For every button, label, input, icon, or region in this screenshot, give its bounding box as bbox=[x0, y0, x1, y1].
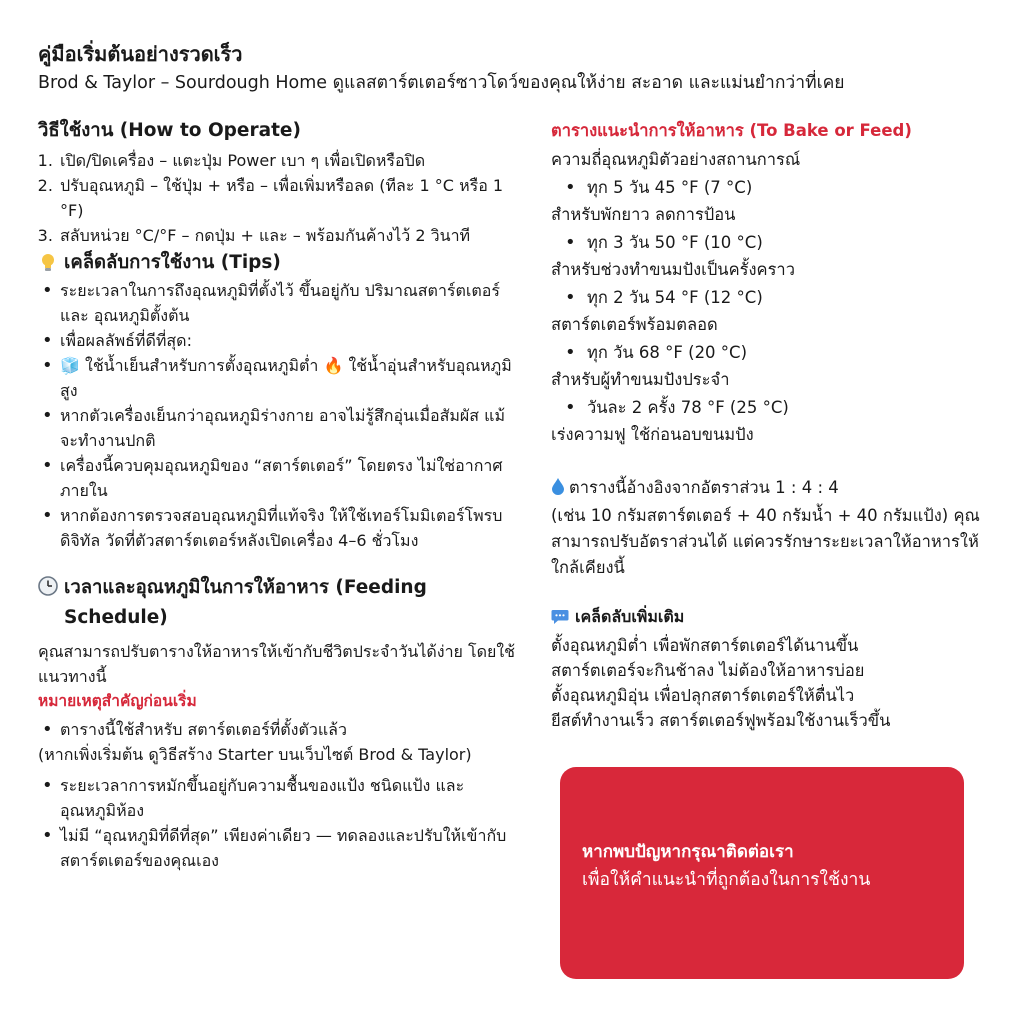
feed-row-label: สตาร์ตเตอร์พร้อมตลอด bbox=[551, 315, 718, 334]
feed-row-value: • ทุก 5 วัน 45 °F (7 °C) bbox=[565, 174, 991, 202]
ratio-line-1 bbox=[551, 475, 991, 503]
feed-row-value: • ทุก วัน 68 °F (20 °C) bbox=[565, 339, 991, 367]
ratio-line-2: (เช่น 10 กรัมสตาร์ตเตอร์ + 40 กรัมน้ำ + 40 กรัมแป้ง) คุณสามารถปรับอัตราส่วนได้ แต่ควรรักษาระยะเวลาให้อาหารให้ใกล้เคียงนี้ bbox=[551, 505, 980, 577]
clock-icon bbox=[38, 573, 58, 599]
page-subtitle: Brod & Taylor – Sourdough Home ดูแลสตาร์ตเตอร์ซาวโดว์ของคุณให้ง่าย สะอาด และแม่นยำกว่าที่เคย bbox=[38, 73, 845, 93]
feed-row-value: • วันละ 2 ครั้ง 78 °F (25 °C) bbox=[565, 394, 991, 422]
schedule-note-first bbox=[38, 717, 516, 742]
left-column bbox=[38, 118, 516, 873]
tips-heading: เคล็ดลับการใช้งาน (Tips) bbox=[64, 252, 281, 273]
tip-item: • หากต้องการตรวจสอบอุณหภูมิที่แท้จริง ให้ใช้เทอร์โมมิเตอร์โพรบดิจิทัล วัดที่ตัวสตาร์ตเตอร์หลังเปิดเครื่อง 4–6 ชั่วโมง bbox=[60, 503, 516, 553]
feed-table-heading: ตารางแนะนำการให้อาหาร (To Bake or Feed) bbox=[551, 121, 912, 140]
operate-step: 1. เปิด/ปิดเครื่อง – แตะปุ่ม Power เบา ๆ เพื่อเปิดหรือปิด bbox=[58, 148, 516, 173]
tip-item: • 🧊 ใช้น้ำเย็นสำหรับการตั้งอุณหภูมิต่ำ 🔥 ใช้น้ำอุ่นสำหรับอุณหภูมิสูง bbox=[60, 353, 516, 403]
tip-item: • เพื่อผลลัพธ์ที่ดีที่สุด: bbox=[60, 328, 516, 353]
schedule-note-item: • ตารางนี้ใช้สำหรับ สตาร์ตเตอร์ที่ตั้งตัวแล้ว bbox=[60, 717, 516, 742]
schedule-heading: เวลาและอุณหภูมิในการให้อาหาร (Feeding Schedule) bbox=[64, 577, 427, 628]
contact-title: หากพบปัญหากรุณาติดต่อเรา bbox=[582, 842, 794, 862]
right-column bbox=[551, 118, 991, 733]
operate-step: 3. สลับหน่วย °C/°F – กดปุ่ม + และ – พร้อมกันค้างไว้ 2 วินาที bbox=[58, 223, 516, 248]
operate-steps bbox=[38, 148, 516, 248]
extra-tips-heading: เคล็ดลับเพิ่มเติม bbox=[575, 606, 685, 626]
operate-heading: วิธีใช้งาน (How to Operate) bbox=[38, 120, 301, 141]
extra-tip-line: ยีสต์ทำงานเร็ว สตาร์ตเตอร์ฟูพร้อมใช้งานเร็วขึ้น bbox=[551, 710, 891, 730]
contact-subtitle: เพื่อให้คำแนะนำที่ถูกต้องในการใช้งาน bbox=[582, 870, 871, 890]
feed-table bbox=[551, 146, 991, 449]
tips-heading-row bbox=[38, 250, 516, 276]
ratio-block bbox=[551, 475, 991, 581]
feed-row-label: สำหรับผู้ทำขนมปังประจำ bbox=[551, 370, 730, 389]
tip-item: • เครื่องนี้ควบคุมอุณหภูมิของ “สตาร์ตเตอร์” โดยตรง ไม่ใช่อากาศภายใน bbox=[60, 453, 516, 503]
feed-row-label: สำหรับพักยาว ลดการป้อน bbox=[551, 205, 736, 224]
speech-bubble-icon bbox=[551, 609, 569, 625]
lightbulb-icon bbox=[38, 250, 58, 276]
schedule-note-label: หมายเหตุสำคัญก่อนเริ่ม bbox=[38, 692, 197, 710]
extra-tip-line: ตั้งอุณหภูมิต่ำ เพื่อพักสตาร์ตเตอร์ได้นานขึ้น bbox=[551, 635, 859, 655]
ratio-text-1: ตารางนี้อ้างอิงจากอัตราส่วน 1 : 4 : 4 bbox=[569, 477, 839, 497]
feed-row-value: • ทุก 2 วัน 54 °F (12 °C) bbox=[565, 284, 991, 312]
page-title: คู่มือเริ่มต้นอย่างรวดเร็ว bbox=[38, 42, 243, 66]
feed-table-footer: เร่งความฟู ใช้ก่อนอบขนมปัง bbox=[551, 425, 754, 444]
droplet-icon bbox=[551, 477, 565, 503]
tips-list bbox=[38, 278, 516, 553]
schedule-heading-row bbox=[38, 573, 516, 633]
feed-row-value: • ทุก 3 วัน 50 °F (10 °C) bbox=[565, 229, 991, 257]
extra-tip-line: ตั้งอุณหภูมิอุ่น เพื่อปลุกสตาร์ตเตอร์ให้ตื่นไว bbox=[551, 685, 855, 705]
tip-item: • หากตัวเครื่องเย็นกว่าอุณหภูมิร่างกาย อาจไม่รู้สึกอุ่นเมื่อสัมผัส แม้จะทำงานปกติ bbox=[60, 403, 516, 453]
schedule-note-item: • ไม่มี “อุณหภูมิที่ดีที่สุด” เพียงค่าเดียว — ทดลองและปรับให้เข้ากับสตาร์ตเตอร์ของคุณเอง bbox=[60, 823, 516, 873]
extra-tip-line: สตาร์ตเตอร์จะกินช้าลง ไม่ต้องให้อาหารบ่อย bbox=[551, 660, 865, 680]
operate-step: 2. ปรับอุณหภูมิ – ใช้ปุ่ม + หรือ – เพื่อเพิ่มหรือลด (ทีละ 1 °C หรือ 1 °F) bbox=[58, 173, 516, 223]
extra-tips-block bbox=[551, 605, 991, 733]
schedule-note-list bbox=[38, 773, 516, 873]
tip-item: • ระยะเวลาในการถึงอุณหภูมิที่ตั้งไว้ ขึ้นอยู่กับ ปริมาณสตาร์ตเตอร์ และ อุณหภูมิตั้งต้น bbox=[60, 278, 516, 328]
feed-row-label: ความถี่อุณหภูมิตัวอย่างสถานการณ์ bbox=[551, 150, 801, 169]
extra-tips-heading-row bbox=[551, 605, 991, 629]
feed-row-label: สำหรับช่วงทำขนมปังเป็นครั้งคราว bbox=[551, 260, 795, 279]
contact-box bbox=[560, 767, 964, 979]
schedule-note-cont: (หากเพิ่งเริ่มต้น ดูวิธีสร้าง Starter บนเว็บไซต์ Brod & Taylor) bbox=[38, 745, 472, 764]
schedule-intro: คุณสามารถปรับตารางให้อาหารให้เข้ากับชีวิตประจำวันได้ง่าย โดยใช้แนวทางนี้ bbox=[38, 642, 516, 686]
schedule-note-item: • ระยะเวลาการหมักขึ้นอยู่กับความชื้นของแป้ง ชนิดแป้ง และอุณหภูมิห้อง bbox=[60, 773, 516, 823]
